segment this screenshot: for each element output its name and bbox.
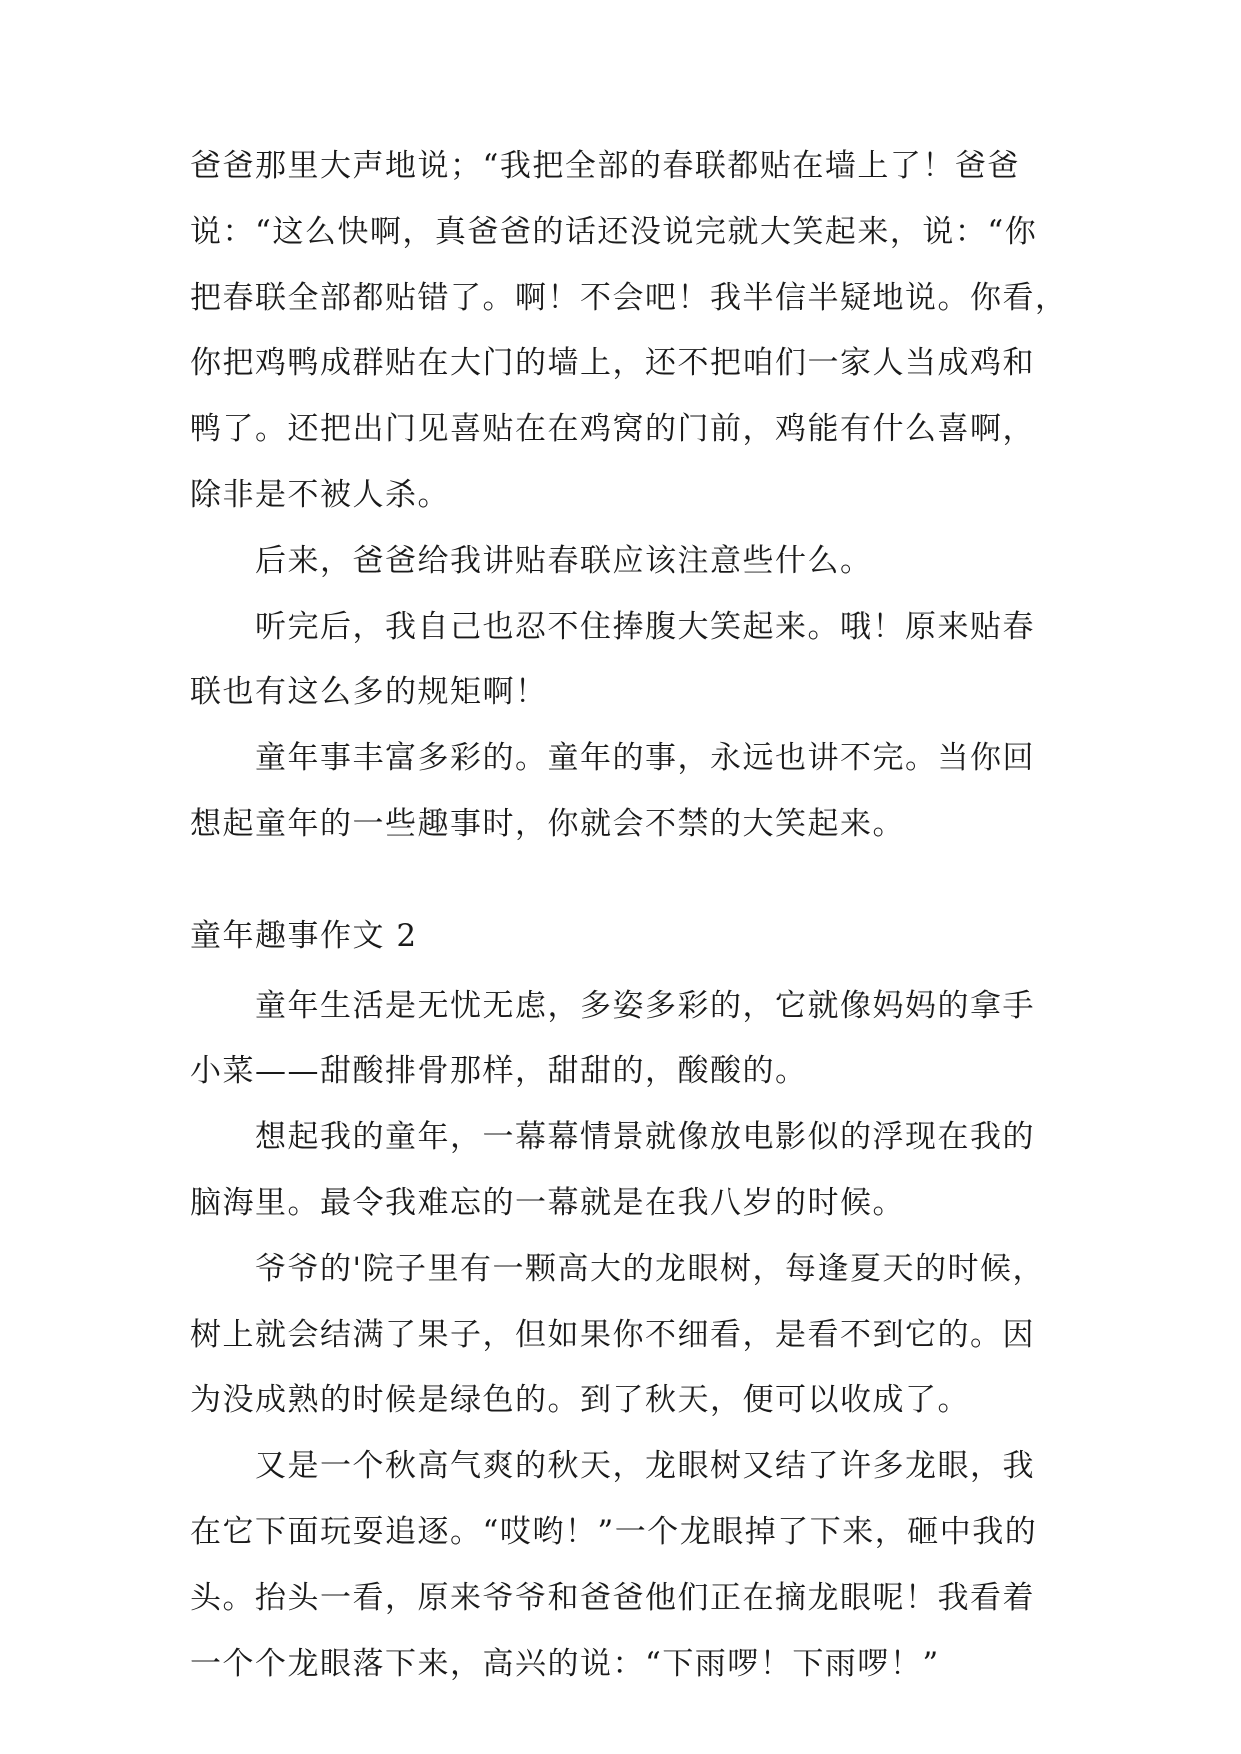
text-line: 又是一个秋高气爽的秋天，龙眼树又结了许多龙眼，我 xyxy=(255,1448,1035,1484)
text-line: 把春联全部都贴错了。啊！不会吧！我半信半疑地说。你看， xyxy=(190,280,1068,316)
text-line: 听完后，我自己也忍不住捧腹大笑起来。哦！原来贴春 xyxy=(255,609,1035,645)
text-line: 爷爷的'院子里有一颗高大的龙眼树，每逢夏天的时候， xyxy=(255,1251,1046,1287)
text-line: 想起我的童年，一幕幕情景就像放电影似的浮现在我的 xyxy=(255,1119,1035,1155)
text-line: 联也有这么多的规矩啊！ xyxy=(190,674,548,710)
text-line: 想起童年的一些趣事时，你就会不禁的大笑起来。 xyxy=(190,806,905,842)
heading: 童年趣事作文 2 xyxy=(190,918,418,954)
text-line: 脑海里。最令我难忘的一幕就是在我八岁的时候。 xyxy=(190,1185,905,1221)
text-line: 小菜——甜酸排骨那样，甜甜的，酸酸的。 xyxy=(190,1053,808,1089)
text-line: 鸭了。还把出门见喜贴在在鸡窝的门前，鸡能有什么喜啊， xyxy=(190,411,1035,447)
text-line: 除非是不被人杀。 xyxy=(190,477,450,513)
text-line: 说：“这么快啊，真爸爸的话还没说完就大笑起来，说：“你 xyxy=(190,214,1038,250)
text-line: 为没成熟的时候是绿色的。到了秋天，便可以收成了。 xyxy=(190,1382,970,1418)
text-line: 童年事丰富多彩的。童年的事，永远也讲不完。当你回 xyxy=(255,740,1035,776)
text-line: 童年生活是无忧无虑，多姿多彩的，它就像妈妈的拿手 xyxy=(255,988,1035,1024)
text-line: 你把鸡鸭成群贴在大门的墙上，还不把咱们一家人当成鸡和 xyxy=(190,345,1035,381)
text-line: 树上就会结满了果子，但如果你不细看，是看不到它的。因 xyxy=(190,1317,1035,1353)
text-line: 爸爸那里大声地说；“我把全部的春联都贴在墙上了！爸爸 xyxy=(190,148,1020,184)
text-line: 头。抬头一看，原来爷爷和爸爸他们正在摘龙眼呢！我看着 xyxy=(190,1580,1035,1616)
text-line: 在它下面玩耍追逐。“哎哟！”一个龙眼掉了下来，砸中我的 xyxy=(190,1514,1038,1550)
text-line: 后来，爸爸给我讲贴春联应该注意些什么。 xyxy=(255,543,873,579)
text-line: 一个个龙眼落下来，高兴的说：“下雨啰！下雨啰！” xyxy=(190,1646,940,1682)
